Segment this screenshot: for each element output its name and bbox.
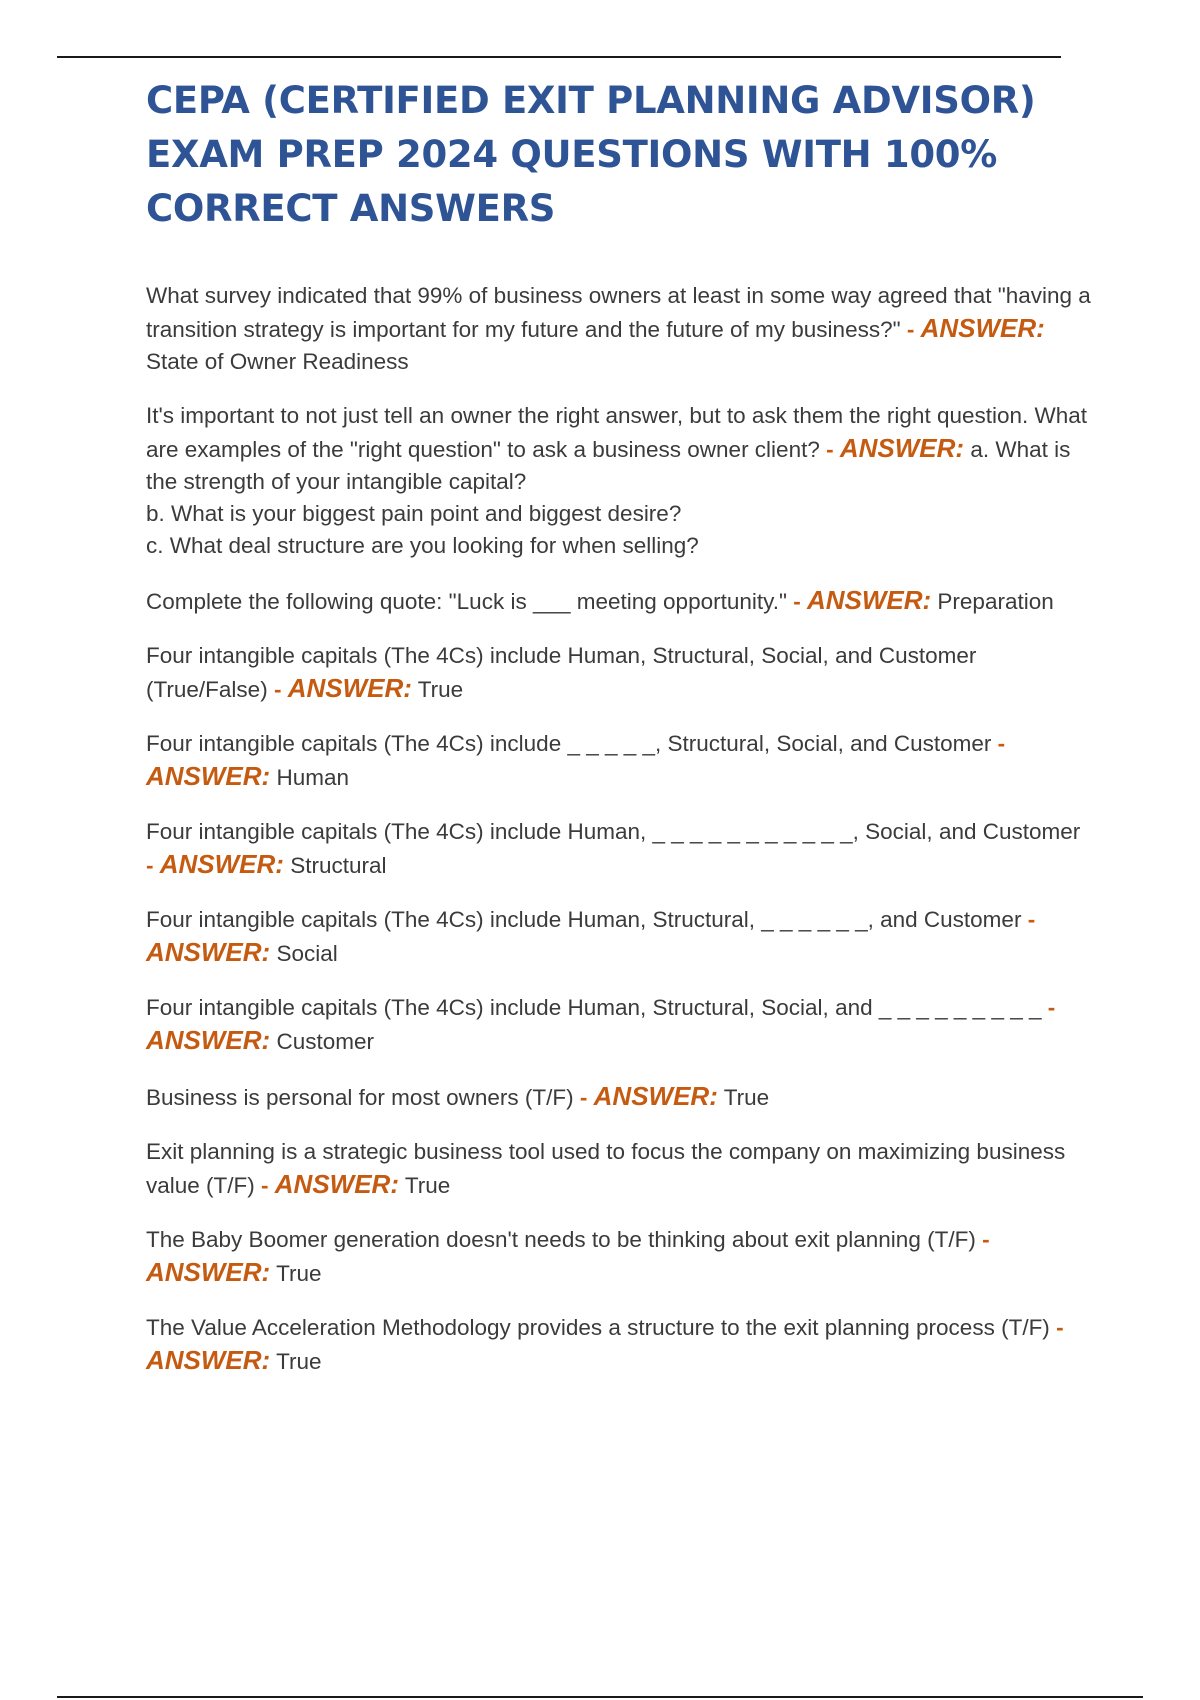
- answer-separator: -: [146, 853, 160, 878]
- answer-label: ANSWER:: [146, 937, 271, 967]
- answer-label: ANSWER:: [593, 1081, 718, 1111]
- answer-text: Structural: [290, 853, 387, 878]
- answer-separator: -: [991, 731, 1006, 756]
- qa-item: [146, 992, 1092, 1058]
- answer-text: Human: [276, 765, 350, 790]
- answer-label: ANSWER:: [146, 1345, 271, 1375]
- question-text: The Value Acceleration Methodology provides a structure to the exit planning process (T/F): [146, 1315, 1050, 1340]
- answer-text: True: [404, 1173, 451, 1198]
- answer-label: ANSWER:: [274, 1169, 399, 1199]
- answer-text: True: [276, 1349, 322, 1374]
- answer-separator: -: [1049, 1315, 1064, 1340]
- answer-label: ANSWER:: [806, 585, 932, 615]
- answer-label: ANSWER:: [146, 1257, 271, 1287]
- answer-separator: -: [1021, 907, 1036, 932]
- answer-text: State of Owner Readiness: [146, 349, 409, 374]
- answer-separator: -: [900, 317, 921, 342]
- question-text: Complete the following quote: "Luck is ___ meeting opportunity.": [146, 589, 787, 614]
- question-text: Four intangible capitals (The 4Cs) include _ _ _ _ _, Structural, Social, and Customer: [146, 731, 992, 756]
- answer-separator: -: [1041, 995, 1056, 1020]
- answer-text: True: [417, 677, 464, 702]
- question-text: Four intangible capitals (The 4Cs) include Human, Structural, Social, and _ _ _ _ _ _ _ _ _: [146, 995, 1042, 1020]
- qa-item: [146, 400, 1092, 562]
- answer-separator: -: [573, 1085, 594, 1110]
- answer-separator: -: [254, 1173, 275, 1198]
- answer-text: a. What is the strength of your intangible capital?: [146, 437, 1071, 494]
- bottom-rule: [57, 1696, 1143, 1698]
- answer-text: Customer: [276, 1029, 375, 1054]
- answer-separator: -: [786, 589, 807, 614]
- qa-item: [146, 1312, 1092, 1378]
- question-text: What survey indicated that 99% of business owners at least in some way agreed that "having a transition strategy is important for my future and the future of my business?": [146, 283, 1091, 342]
- top-rule: [57, 56, 1061, 58]
- question-text: Four intangible capitals (The 4Cs) include Human, Structural, Social, and Customer (True/False): [146, 643, 977, 702]
- answer-text: Preparation: [937, 589, 1054, 614]
- answer-separator: -: [975, 1227, 990, 1252]
- question-text: Business is personal for most owners (T/F): [146, 1085, 574, 1110]
- answer-text: Social: [276, 941, 338, 966]
- answer-label: ANSWER:: [287, 673, 412, 703]
- answer-text: True: [723, 1085, 770, 1110]
- answer-extra-line: b. What is your biggest pain point and biggest desire?: [146, 501, 682, 526]
- question-text: Exit planning is a strategic business tool used to focus the company on maximizing business value (T/F): [146, 1139, 1066, 1198]
- answer-label: ANSWER:: [146, 1025, 271, 1055]
- answer-label: ANSWER:: [839, 433, 965, 463]
- answer-separator: -: [267, 677, 288, 702]
- qa-item: [146, 904, 1092, 970]
- qa-list: [146, 280, 1092, 1400]
- question-text: The Baby Boomer generation doesn't needs to be thinking about exit planning (T/F): [146, 1227, 976, 1252]
- answer-label: ANSWER:: [920, 313, 1045, 343]
- answer-label: ANSWER:: [159, 849, 284, 879]
- answer-text: True: [276, 1261, 322, 1286]
- qa-item: [146, 816, 1092, 882]
- answer-extra-line: c. What deal structure are you looking for when selling?: [146, 533, 699, 558]
- qa-item: [146, 1136, 1092, 1202]
- qa-item: [146, 1224, 1092, 1290]
- answer-separator: -: [819, 437, 840, 462]
- qa-item: [146, 1080, 1092, 1114]
- qa-item: [146, 640, 1092, 706]
- question-text: It's important to not just tell an owner the right answer, but to ask them the right question. What are examples of the "right question" to ask a business owner client?: [146, 403, 1088, 462]
- answer-label: ANSWER:: [146, 761, 271, 791]
- qa-item: [146, 280, 1092, 378]
- qa-item: [146, 728, 1092, 794]
- question-text: Four intangible capitals (The 4Cs) include Human, Structural, _ _ _ _ _ _, and Customer: [146, 907, 1022, 932]
- qa-item: [146, 584, 1092, 618]
- page-title: CEPA (CERTIFIED EXIT PLANNING ADVISOR) EXAM PREP 2024 QUESTIONS WITH 100% CORRECT ANSWERS: [146, 79, 1036, 230]
- question-text: Four intangible capitals (The 4Cs) include Human, _ _ _ _ _ _ _ _ _ _ _, Social, and Customer: [146, 819, 1081, 844]
